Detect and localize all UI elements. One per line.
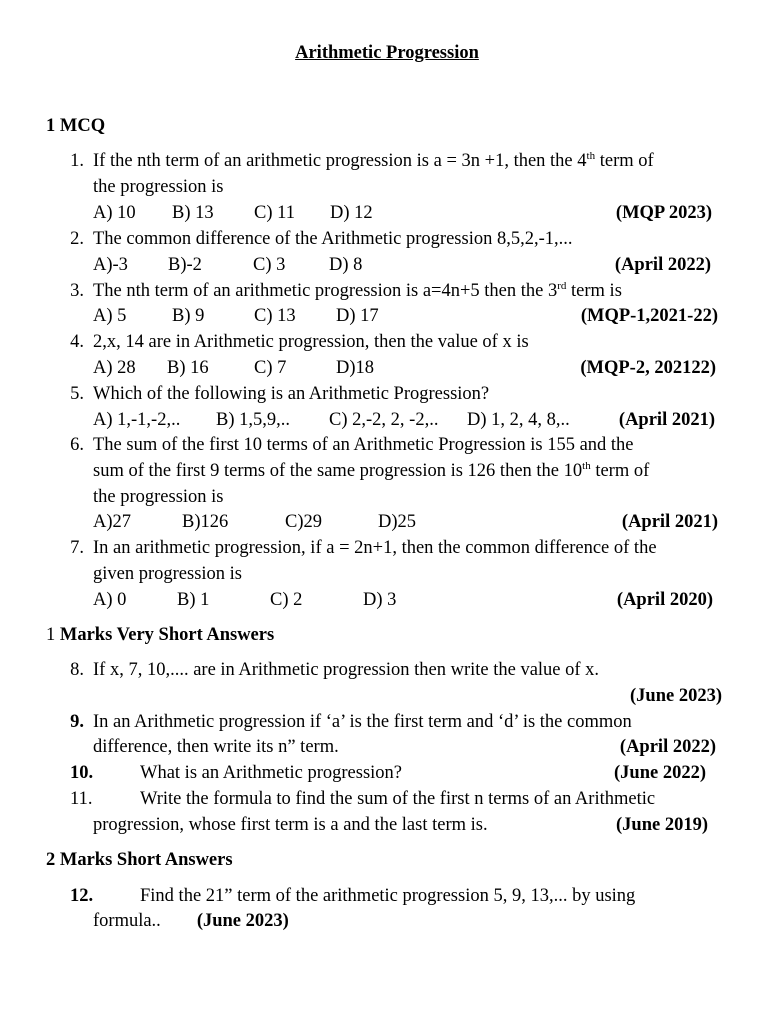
option-d: D) 1, 2, 4, 8,.. [467, 410, 570, 430]
section-heading-mcq [46, 116, 105, 137]
section-number: 1 [46, 625, 56, 645]
section-number: 1 [46, 116, 56, 136]
option-b: B) 16 [167, 358, 209, 378]
exam-source: (MQP-1,2021-22) [580, 306, 718, 326]
question-number: 12. [70, 886, 94, 906]
option-d: D) 12 [330, 203, 373, 223]
exam-source: (April 2022) [614, 255, 711, 275]
question-number: 7. [70, 538, 84, 558]
page-title: Arithmetic Progression [295, 43, 479, 63]
option-d: D) 3 [363, 590, 397, 610]
option-a: A) 10 [93, 203, 136, 223]
question-text-line: In an arithmetic progression, if a = 2n+1, then the common difference of the [93, 538, 657, 558]
question-text-line: In an Arithmetic progression if ‘a’ is the first term and ‘d’ is the common [93, 712, 632, 732]
option-c: C) 2,-2, 2, -2,.. [329, 410, 439, 430]
option-d: D)18 [336, 358, 375, 378]
question-text-line: Which of the following is an Arithmetic Progression? [93, 384, 490, 404]
exam-source: (April 2021) [621, 512, 718, 532]
question-text-line: the progression is [93, 487, 224, 507]
section-label: MCQ [59, 116, 106, 136]
option-a: A)27 [93, 512, 132, 532]
question-number: 11. [70, 789, 93, 809]
exam-source: (June 2022) [614, 763, 706, 783]
option-b: B) 1,5,9,.. [216, 410, 290, 430]
option-b: B)126 [182, 512, 229, 532]
exam-source: (April 2022) [619, 737, 716, 757]
option-c: C) 2 [270, 590, 303, 610]
answer-options [93, 203, 373, 224]
option-a: A) 0 [93, 590, 127, 610]
question-text-line: Write the formula to find the sum of the first n terms of an Arithmetic [140, 789, 656, 809]
option-b: B) 1 [177, 590, 210, 610]
question-number: 9. [70, 712, 84, 732]
question-text-line: 2,x, 14 are in Arithmetic progression, then the value of x is [93, 332, 529, 352]
option-c: C) 13 [254, 306, 296, 326]
question-number: 5. [70, 384, 84, 404]
answer-options [93, 512, 416, 533]
question-text-line: difference, then write its n” term. [93, 737, 339, 757]
superscript: rd [557, 279, 567, 292]
answer-options [93, 358, 374, 379]
question-text-line: the progression is [93, 177, 224, 197]
option-a: A) 5 [93, 306, 127, 326]
section-label: Marks Very Short Answers [59, 625, 275, 645]
option-d: D)25 [378, 512, 417, 532]
answer-options [93, 306, 379, 327]
answer-options [93, 410, 570, 431]
exam-source: (June 2023) [196, 911, 289, 931]
exam-source: (MQP 2023) [615, 203, 712, 223]
section-heading-short [46, 850, 233, 871]
question-text-line: progression, whose first term is a and the last term is. [93, 815, 488, 835]
section-label: Marks Short Answers [59, 850, 233, 870]
option-a: A)-3 [93, 255, 128, 275]
question-text-line: The common difference of the Arithmetic progression 8,5,2,-1,... [93, 229, 573, 249]
question-text-line: Find the 21” term of the arithmetic progression 5, 9, 13,... by using [140, 886, 636, 906]
exam-source: (April 2020) [616, 590, 713, 610]
question-text-line: If the nth term of an arithmetic progression is a = 3n +1, then the 4th term of [93, 149, 654, 171]
option-c: C) 7 [254, 358, 287, 378]
answer-options [93, 590, 396, 611]
exam-source: (June 2019) [616, 815, 708, 835]
question-text-line: What is an Arithmetic progression? [140, 763, 403, 783]
option-a: A) 28 [93, 358, 136, 378]
option-c: C) 11 [254, 203, 295, 223]
option-d: D) 17 [336, 306, 379, 326]
exam-source: (MQP-2, 202122) [580, 358, 716, 378]
option-d: D) 8 [329, 255, 363, 275]
exam-source: (April 2021) [618, 410, 715, 430]
section-number: 2 [46, 850, 56, 870]
question-number: 2. [70, 229, 84, 249]
question-text-line: given progression is [93, 564, 243, 584]
superscript: th [582, 459, 591, 472]
question-text-line: The nth term of an arithmetic progression is a=4n+5 then the 3rd term is [93, 279, 622, 301]
section-heading-very-short [46, 625, 274, 646]
exam-source: (June 2023) [630, 686, 722, 706]
option-c: C)29 [285, 512, 322, 532]
question-text-line: The sum of the first 10 terms of an Arithmetic Progression is 155 and the [93, 435, 634, 455]
question-number: 6. [70, 435, 84, 455]
option-c: C) 3 [253, 255, 286, 275]
option-b: B) 13 [172, 203, 214, 223]
question-number: 3. [70, 281, 84, 301]
option-b: B)-2 [168, 255, 202, 275]
question-number: 8. [70, 660, 84, 680]
question-number: 1. [70, 151, 84, 171]
question-number: 4. [70, 332, 84, 352]
question-text-line: sum of the first 9 terms of the same progression is 126 then the 10th term of [93, 459, 650, 481]
superscript: th [586, 149, 596, 162]
question-text-line: formula.. (June 2023) [93, 911, 289, 931]
option-a: A) 1,-1,-2,.. [93, 410, 181, 430]
question-text-line: If x, 7, 10,.... are in Arithmetic progression then write the value of x. [93, 660, 600, 680]
question-number: 10. [70, 763, 94, 783]
answer-options [93, 255, 362, 276]
option-b: B) 9 [172, 306, 205, 326]
